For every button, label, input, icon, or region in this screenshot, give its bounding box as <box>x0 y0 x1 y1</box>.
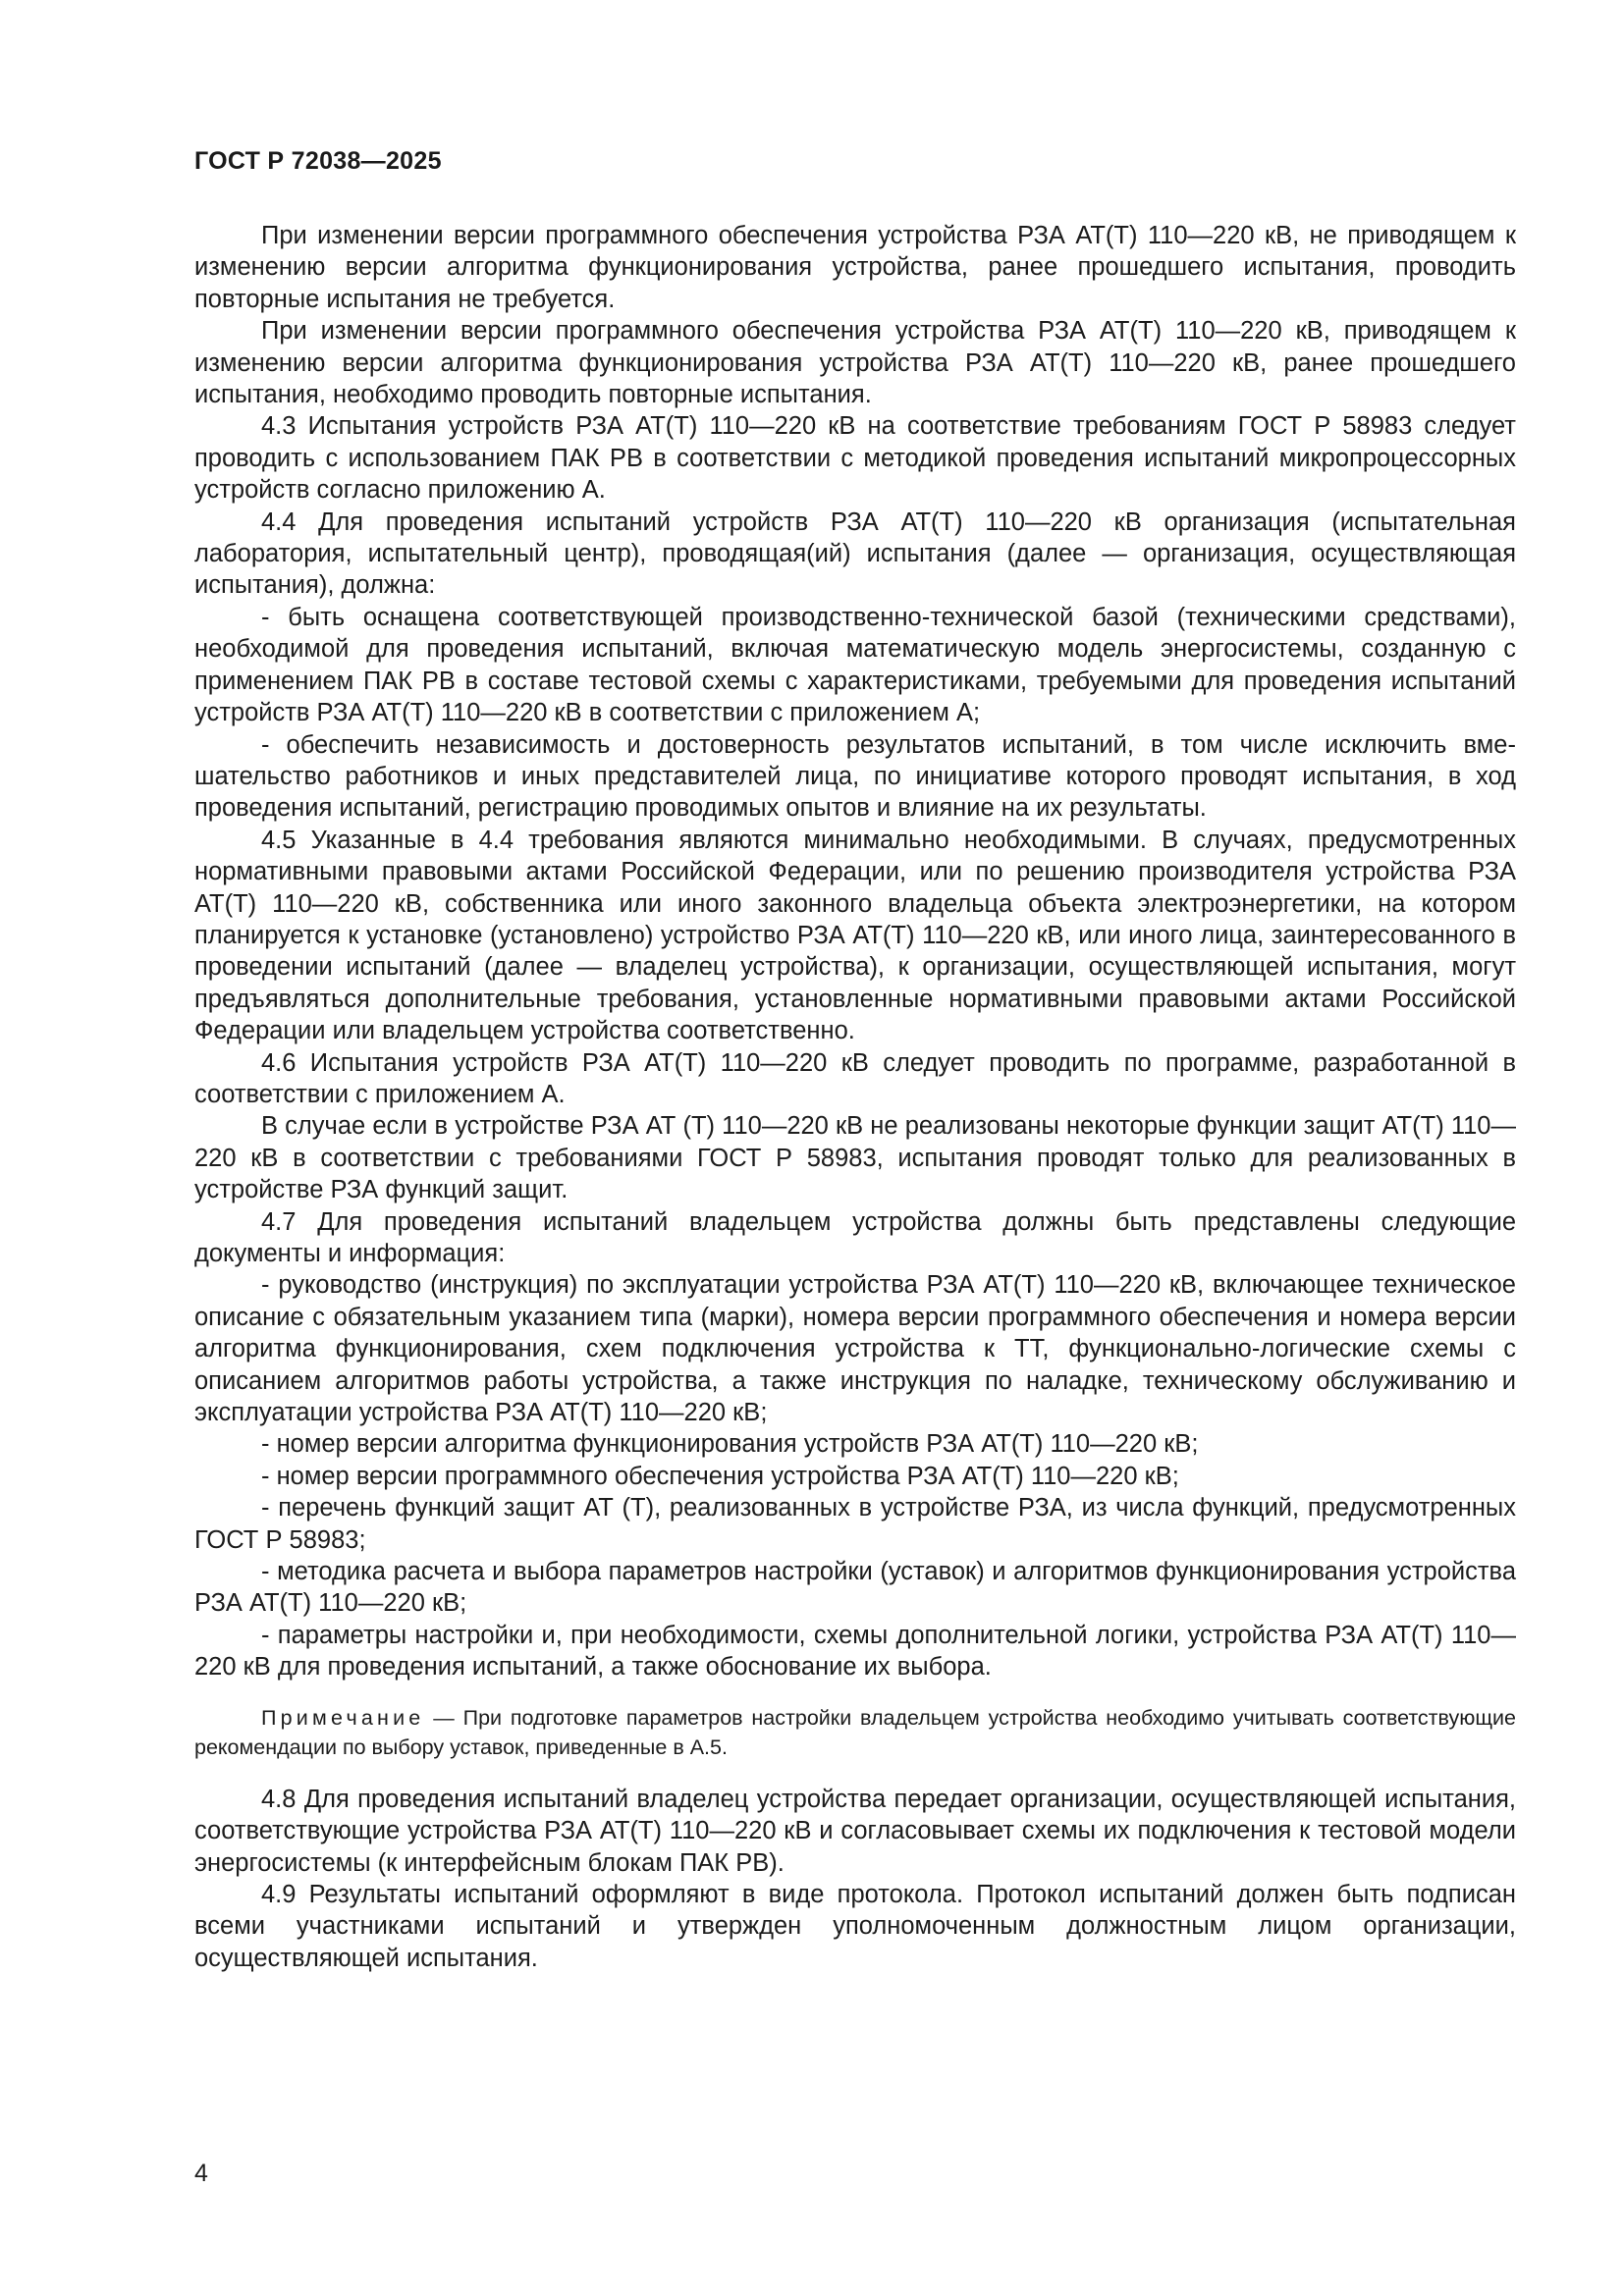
clause-4-9: 4.9 Результаты испытаний оформляют в виде протокола. Протокол испытаний должен быть подписан всеми участниками испытаний и утвержден уполномоченным должностным лицом организации, осуществляющей испытания. <box>194 1880 1516 1972</box>
note <box>194 1703 1516 1762</box>
clause-4-7: 4.7 Для проведения испытаний владельцем устройства должны быть представлены следующие документы и информация: <box>194 1207 1516 1267</box>
list-item: - номер версии алгоритма функционирования устройств РЗА АТ(Т) 110—220 кВ; <box>261 1430 1199 1459</box>
clause-4-8: 4.8 Для проведения испытаний владелец устройства передает организации, осуществляющей испытания, соответствующие устройства РЗА АТ(Т) 110—220 кВ и согласовывает схемы их подключения к тестовой модели энергосистемы (к интерфейсным блокам ПАК РВ). <box>194 1785 1516 1877</box>
document-body <box>194 220 1516 1974</box>
page-number: 4 <box>194 2160 208 2187</box>
clause-4-5: 4.5 Указанные в 4.4 требования являются минимально необходимыми. В случаях, предусмотренных нормативными правовыми актами Российской Федерации, или по решению производителя устройства РЗА АТ(Т) 110—220 кВ, собственника или иного законного владельца объекта электроэнергетики, на котором планируется к установке (установлено) устройство РЗА АТ(Т) 110—220 кВ, или иного лица, заинтересованного в проведении испытаний (далее — владелец устройства), к организации, осуществляющей испытания, могут предъявляться дополнительные требования, установленные нормативными правовыми актами Российской Федерации или владельцем устройства соответственно. <box>194 826 1516 1045</box>
list-item: - быть оснащена соответствующей производственно-технической базой (техническими средствами), необходимой для проведения испытаний, включая математическую модель энергосистемы, созданную с применением ПАК РВ в составе тестовой схемы с характеристиками, требуемыми для проведения испытаний устройств РЗА АТ(Т) 110—220 кВ в соответствии с приложением А; <box>194 603 1516 727</box>
paragraph: При изменении версии программного обеспечения устройства РЗА АТ(Т) 110—220 кВ, приводящем к изменению версии алгоритма функционирования устройства РЗА АТ(Т) 110—220 кВ, ранее прошедшего испытания, необходимо проводить повторные испытания. <box>194 317 1516 409</box>
paragraph: При изменении версии программного обеспечения устройства РЗА АТ(Т) 110—220 кВ, не приводящем к изменению версии алгоритма функционирования устройства, ранее прошедшего испытания, проводить повторные испытания не требуется. <box>194 222 1516 313</box>
list-item: - руководство (инструкция) по эксплуатации устройства РЗА АТ(Т) 110—220 кВ, включающее техническое описание с обязательным указанием типа (марки), номера версии программного обеспечения и номера версии алгоритма функционирования, схем подключения устройства к ТТ, функционально-логические схемы с описанием алгоритмов работы устройства, а также инструкция по наладке, техническому обслуживанию и эксплуатации устройства РЗА АТ(Т) 110—220 кВ; <box>194 1271 1516 1427</box>
document-header: ГОСТ Р 72038—2025 <box>194 147 442 175</box>
list-item: - методика расчета и выбора параметров настройки (уставок) и алгоритмов функционирования устройства РЗА АТ(Т) 110—220 кВ; <box>194 1558 1516 1618</box>
clause-4-4: 4.4 Для проведения испытаний устройств РЗА АТ(Т) 110—220 кВ организация (испытательная лаборатория, испытательный центр), проводящая(ий) испытания (далее — организация, осуществляющая испытания), должна: <box>194 507 1516 600</box>
list-item: - перечень функций защит АТ (Т), реализованных в устройстве РЗА, из числа функций, предусмотренных ГОСТ Р 58983; <box>194 1494 1516 1554</box>
note-text: — При подготовке параметров настройки владельцем устройства необходимо учитывать соответствующие рекомендации по выбору уставок, приведенные в А.5. <box>194 1705 1516 1759</box>
note-label: Примечание <box>261 1705 425 1730</box>
list-item: - параметры настройки и, при необходимости, схемы дополнительной логики, устройства РЗА АТ(Т) 110—220 кВ для проведения испытаний, а также обоснование их выбора. <box>194 1621 1516 1682</box>
clause-4-6: 4.6 Испытания устройств РЗА АТ(Т) 110—220 кВ следует проводить по программе, разработанной в соответствии с приложением А. <box>194 1048 1516 1108</box>
list-item: - обеспечить независимость и достоверность результатов испытаний, в том числе исключить вмешательство работников и иных представителей лица, по инициативе которого проводят испытания, в ход проведения испытаний, регистрацию проводимых опытов и влияние на их результаты. <box>194 730 1516 823</box>
clause-4-3: 4.3 Испытания устройств РЗА АТ(Т) 110—220 кВ на соответствие требованиям ГОСТ Р 58983 следует проводить с использованием ПАК РВ в соответствии с методикой проведения испытаний микропроцессорных устройств согласно приложению А. <box>194 412 1516 505</box>
list-item: - номер версии программного обеспечения устройства РЗА АТ(Т) 110—220 кВ; <box>261 1462 1179 1490</box>
paragraph: В случае если в устройстве РЗА АТ (Т) 110—220 кВ не реализованы некоторые функции защит АТ(Т) 110—220 кВ в соответствии с требованиями ГОСТ Р 58983, испытания проводят только для реализованных в устройстве РЗА функций защит. <box>194 1112 1516 1204</box>
